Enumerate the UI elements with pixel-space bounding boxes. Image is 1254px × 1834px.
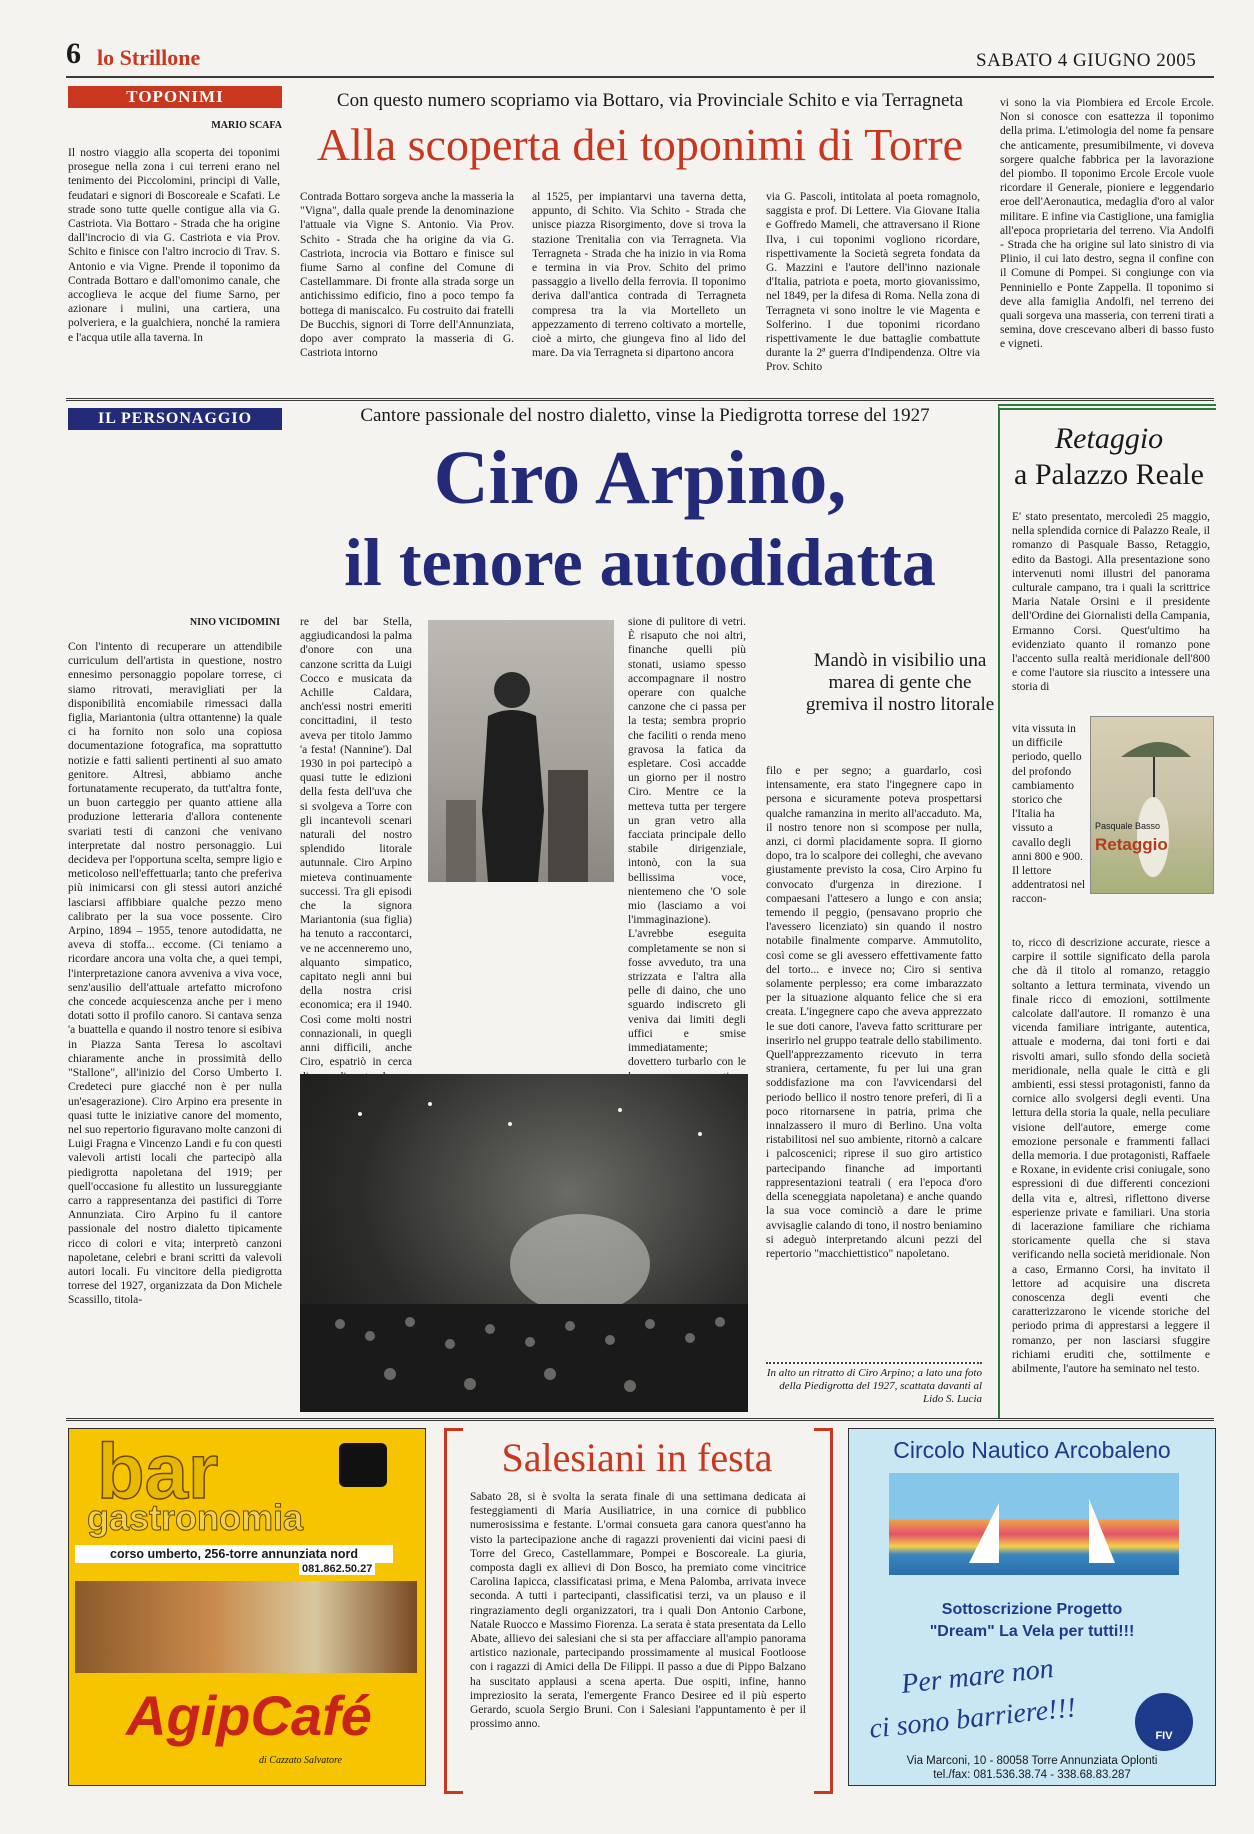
- personaggio-col2-bottom: [300, 920, 522, 1068]
- personaggio-col3-text: sione di pulitore di vetri. È risaputo che noi altri, finanche quelli più stonati, usiamo spesso accompagnare il nostro operare con qualche canzone che ci passa per la testa; sembra proprio che faciliti o renda meno gravosa la fatica da espletare. Così accadde un giorno per il nostro Ciro. Mentre ce la metteva tutta per tergere un gran vetro alla facciata principale dello stabile dirigenziale, intonò, con la sua bellissima voce, nientemeno che 'O sole mio (lasciamo a voi l'immaginazione). L'avrebbe eseguita completamente se non si fosse avveduto, tra una strizzata e l'altra alla pelle di daino, che uno sguardo indiscreto gli veniva dai limiti degli uffici e smise immediatamente; dovettero turbarlo con le: [628, 616, 746, 1069]
- ad-circolo-harbour: [889, 1473, 1179, 1575]
- portrait-figure: [428, 620, 614, 882]
- personaggio-title-2: il tenore autodidatta: [344, 524, 936, 600]
- personaggio-kicker: Cantore passionale del nostro dialetto, vinse la Piedigrotta torrese del 1927: [360, 405, 930, 426]
- ad-circolo-slogan2: ci sono barriere!!!: [867, 1692, 1078, 1745]
- personaggio-col1: Con l'intento di recuperare un attendibile curriculum dell'artista in questione, nostro ennesimo personaggio popolare torrese, ci siamo ritrovati, meravigliati per la disponibilità encomiabile rimessaci dalla figlia, Mariantonia (ultra ottantenne) la quale ci ha fornito non solo una copiosa documentazione fotografica, ma soprattutto notizie e fatti salienti pertinenti al suo amato genitore. Altresì, abbiamo anche fortunatamente recuperato, da tutt'altra fonte, un buon carteggio per quanto attiene alla produzione letteraria d'allora contenente svariati testi di canzoni che venivano interpretate dal nostro personaggio. Lui decideva per l'opportuna scelta, sempre ligio e meticoloso nell'effettuarla; tanto che preferiva più inimicarsi con gli stessi autori anziché lasciarsi affibbiare qualche pezzo meno calibrato per la sua voce possente. Ciro Arpino, 1894 – 1955, tenore autodidatta, ne aveva di stoffa... eccome. (Ci teniamo a ricordare ancora una volta che, a quei tempi, l'interpretazione canora avveniva a viva voce, senz'ausilio dell'attuale artefatto microfono che concede acquiescenza anche per i meno dotati sotto il profilo canoro. Si cantava senza 'a buattella e quando il nostro tenore si esibiva in Piazza Santa Teresa lo ascoltavi chiaramente anche in prossimità dello "Stallone", all'inizio del Corso Umberto I. Credeteci pure giacché non è per nulla un'esagerazione). Ciro Arpino era presente in quasi tutte le iniziative canore del momento, nel suo repertorio figuravano molte canzoni di Luigi Fragna e Vincenzo Landi e fu con questi valevoli artisti locali che partecipò alla piedigrotta napoletana del 1919; per quell'occasione fu allestito un lussureggiante carro a rappresentanza dei pastifici di Torre Annunziata. Ciro Arpino fu il cantore passionale del nostro dialetto tipicamente ricco di colori e vita; interpretò canzoni napoletane, celebri e brani scritti da valevoli autori locali. Fu vincitore della piedigrotta torrese del 1927, organizzata da Don Michele Scassillo, titola-: [68, 641, 282, 1307]
- salesiani-bracket-right: [814, 1428, 833, 1794]
- retaggio-title-2: a Palazzo Reale: [1014, 458, 1204, 491]
- toponimi-col4: via G. Pascoli, intitolata al poeta romagnolo, saggista e prof. Di Lettere. Via Giovane Italia e Goffredo Mameli, che attraversano il Rione Ilva, i cui toponimi vogliono ricordare, rispettivamente la Società segreta fondata da G. Mazzini e l'autore dell'inno nazionale d'Italia, patriota e poeta, morto giovanissimo, nel 1849, per la difesa di Roma. Nella zona di Terragneta vi sono inoltre le vie Magenta e Solferino. I due toponimi ricordano rispettivamente le due battaglie combattute durante la 2ª guerra d'Indipendenza. Oltre via Prov. Schito: [766, 191, 980, 374]
- page-date: SABATO 4 GIUGNO 2005: [976, 50, 1197, 71]
- toponimi-title: Alla scoperta dei toponimi di Torre: [316, 119, 964, 170]
- book-cover: [1090, 716, 1214, 894]
- ad-circolo-line1: Sottoscrizione Progetto: [941, 1601, 1123, 1618]
- salesiani-title: Salesiani in festa: [501, 1435, 773, 1480]
- bottom-divider: [66, 1418, 1214, 1421]
- retaggio-title-1: Retaggio: [1054, 422, 1164, 455]
- personaggio-col2-text: re del bar Stella, aggiudicandosi la palma d'onore con una canzone scritta da Luigi Cocco e musicata da Achille Caldara, anch'essi nostri emeriti concittadini, il testo aveva per titolo Jammo 'a festa! (Nannine'). Dal 1930 in poi partecipò a quasi tutte le edizioni della festa dell'uva che si svolgeva a Torre con gli incantevoli scenari naturali del nostro splendido litorale autunnale. Ciro Arpino mieteva continuamente successi. Tra gli episodi che la signora Mariantonia (sua figlia) ha tenuto a raccontarci, ve ne accenneremo uno, alquanto simpatico, capitato negli anni bui della nostra crisi economica; era il 1940. Così come molti nostri connazionali, in quegli anni difficili, anche Ciro, espatriò in cerca: [300, 616, 412, 1069]
- ad-bar-gastronomia: [68, 1428, 426, 1786]
- retaggio-text-left: vita vissuta in un difficile periodo, quello del profondo cambiamento storico che l'Italia ha vissuto a cavallo degli anni 800 e 900. Il lettore addentratosi nel raccon-: [1012, 723, 1086, 906]
- retaggio-text-top: E' stato presentato, mercoledì 25 maggio, nella splendida cornice di Palazzo Reale, il romanzo di Pasquale Basso, Retaggio, edito da Bastogi. Alla presentazione sono intervenuti nomi illustri del panorama culturale campano, tra i quali la scrittrice Maria Natale Orsini e il presidente dell'Ordine dei Giornalisti della Campania, Ermanno Corsi. Quest'ultimo ha evidenziato quanto il romanzo pone l'accento sulla realtà meridionale dell'800 e come l'autore sia riuscito a intessere una storia di: [1012, 511, 1210, 694]
- section-divider: [66, 398, 1214, 401]
- toponimi-col5: vi sono la via Piombiera ed Ercole Ercole. Non si conosce con esattezza il toponimo della prima. L'etimologia del nome fa pensare che anticamente, presumibilmente, vi doveva sorgere qualche fabbrica per la lavorazione del piombo. Il toponimo Ercole Ercole vuole ricordare il Generale, pioniere e leggendario eroe dell'Aeronautica, medaglia d'oro al valor militare. E infine via Castiglione, una famiglia all'epoca proprietaria del terreno. Via Andolfi - Strada che ha origine sul lato sinistro di via Plinio, il cui lato destro, segna il confine con il Comune di Pompei. Si congiunge con via Penniniello e Ponte Zappella. Il toponimo si deve alla famiglia Andolfi, nel terreno dei quali sorgeva una masseria, con terreni tirati a semina, dove crescevano alberi di basso fusto e vigneti.: [1000, 97, 1214, 351]
- ad-bar-photo: [75, 1581, 417, 1673]
- ad-bar-brand: AgipCafé: [126, 1684, 372, 1747]
- toponimi-col2: Contrada Bottaro sorgeva anche la masseria la "Vigna", dalla quale prende la denominazione l'attuale via Vigne S. Antonio. Via Prov. Schito - Strada che ha origine da via G. Castriota, incrocia via Bottaro e finisce sul fiume Sarno al confine del Comune di Castellammare. Di fronte alla strada sorge un antichissimo edificio, fino a poco tempo fa bottega di maniscalco. Fu costruito dai fratelli De Bucchis, signori di Torre dell'Annunziata, dopo aver comprato la masseria di G. Castriota intorno: [300, 191, 514, 360]
- ad-bar-address: corso umberto, 256-torre annunziata nord: [75, 1545, 393, 1563]
- ad-circolo-phone: tel./fax: 081.536.38.74 - 338.68.83.287: [933, 1769, 1131, 1781]
- header-rule: [66, 76, 1214, 78]
- author-personaggio: NINO VICIDOMINI: [189, 617, 280, 628]
- section-label-personaggio: IL PERSONAGGIO: [68, 408, 282, 430]
- toponimi-kicker: Con questo numero scopriamo via Bottaro, via Provinciale Schito e via Terragneta: [336, 90, 964, 111]
- masthead: lo Strillone: [97, 45, 201, 70]
- ad-bar-owner: di Cazzato Salvatore: [259, 1755, 342, 1766]
- ad-circolo-address: Via Marconi, 10 - 80058 Torre Annunziata Oplonti: [906, 1755, 1158, 1767]
- ad-circolo-badge: [1135, 1693, 1193, 1751]
- ad-circolo-name: Circolo Nautico Arcobaleno: [893, 1437, 1171, 1463]
- ad-circolo-line2: "Dream" La Vela per tutti!!!: [929, 1623, 1135, 1640]
- ad-bar-phone: 081.862.50.27: [299, 1563, 375, 1575]
- author-toponimi: MARIO SCAFA: [211, 120, 282, 131]
- piedigrotta-photo: [300, 1074, 748, 1412]
- ad-circolo-slogan1: Per mare non: [899, 1653, 1056, 1700]
- section-label-toponimi: TOPONIMI: [68, 86, 282, 108]
- portrait-photo: [428, 620, 614, 882]
- ad-dog-logo: [339, 1443, 387, 1487]
- toponimi-col3: al 1525, per impiantarvi una taverna detta, appunto, di Schito. Via Schito - Strada che unisce piazza Risorgimento, dove si trova la stazione Trenitalia con via Terragneta. Via Terragneta - Strada che ha inizio in via Roma e termina in via Prov. Schito del primo passaggio a livello della ferrovia. Il toponimo deriva dall'antica contrada di Terragneta compresa tra la via Mortelleto un appezzamento di terreno coltivato a mortelle, cioè a mirto, che giungeva fino al lido del mare. Da via Terragneta si dipartono ancora: [532, 191, 746, 360]
- ad-bar-gastronomia-word: gastronomia: [87, 1497, 304, 1538]
- fiv-badge-label: FIV: [1155, 1730, 1173, 1742]
- personaggio-title-1: Ciro Arpino,: [433, 436, 847, 520]
- book-author: Pasquale Basso: [1095, 821, 1161, 831]
- salesiani-text: Sabato 28, si è svolta la serata finale di una settimana dedicata ai festeggiamenti di Maria Ausiliatrice, in una cornice di pubblico numerosissima e festante. L'ormai consueta gara canora quest'anno ha visto la partecipazione anche di ragazzi provenienti dai vicini paesi di Torre del Greco, Castellammare, Pompei e Boscoreale. La giuria, composta dagli ex allievi di Don Bosco, ha premiato come vincitrice Carolina Iapicca, classificatasi prima, e Mena Palomba, arrivata invece seconda. A tutti i partecipanti, classificatisi terzi, va un plauso e il ringraziamento degli organizzatori, tra i quali Don Antonio Carbone, Natale Ruocco e Massimo Fiorenza. La serata è stata presentata da Lello Abate, allievo dei salesiani che si sta per affacciare all'ampio panorama artistico nazionale, partecipando prossimamente al musical Footloose con i ragazzi di Amici della De Filippi. Il passo a due di Pippo Balzano ha suscitato applausi a scena aperta. Due ospiti, infine, hanno impreziosito la serata, l'emergente Franco Desiree ed il più esperto Gerardo, scuola Sergio Bruni. Con i Salesiani l'appuntamento è per il prossimo anno.: [470, 1491, 806, 1731]
- book-illustration: [1091, 717, 1213, 893]
- salesiani-bracket-left: [444, 1428, 463, 1794]
- ad-sailboats: [889, 1473, 1179, 1575]
- page-number: 6: [66, 37, 81, 70]
- photo-caption: In alto un ritratto di Ciro Arpino; a lato una foto della Piedigrotta del 1927, scattata davanti al Lido S. Lucia: [766, 1362, 982, 1406]
- book-title: Retaggio: [1095, 835, 1168, 854]
- toponimi-col1: Il nostro viaggio alla scoperta dei toponimi prosegue nella zona i cui terreni erano nel tenimento dei Piccolomini, principi di Valle, feudatari e signori di Boscoreale e Scafati. Le strade sono tutte quelle contigue alla via G. Castriota. Via Bottaro - Strada che ha origine dall'incrocio di via G. Castriota e via Prov. Schito e finisce con l'altro incrocio di Trav. S. Antonio e via Vigne. Prende il toponimo da Contrada Bottaro e dall'omonimo canale, che accoglieva le acque del fiume Sarno, per azionare i mulini, una cartiera, una polveriera, e la gualchiera, nonché la ramiera e l'acqua utile alla taverna. In: [68, 147, 280, 344]
- personaggio-col3-top: [628, 615, 746, 1069]
- retaggio-text-bottom: to, ricco di descrizione accurate, riesce a carpire il sottile significato della parola che dà il titolo al romanzo, retaggio soltanto a lettura terminata, vivendo un finale ricco di emozioni, sottilmente calcolate dall'autore. Il romanzo è una vicenda familiare intrigante, autentica, attuale e moderna, dai toni forti e dai risvolti amari, sullo sfondo della società meridionale, nella quale le città e gli ambienti, essi stessi protagonisti, fanno da cornice allo svolgersi degli eventi. Una lettura della storia la quale, nella peculiare visione dell'autore, emerge come emozione personale e frammenti fallaci della memoria. I due protagonisti, Raffaele e Roxane, in evidente crisi coniugale, sono espressioni di due differenti concezioni della vita e, altresì, riflettono diverse esperienze private e familiari. Una storia di lacerazione familiare che richiama storicamente quella che si stava verificando nella società meridionale. Non a caso, Ermanno Corsi, ha invitato il lettore ad acquisire una discreta conoscenza degli eventi che caratterizzarono le vicende storiche del periodo prima di apprestarsi a leggere il romanzo, per non lasciarsi sfuggire richiami eruditi che, sottilmente e abilmente, l'autore ha seminato nel testo.: [1012, 937, 1210, 1376]
- ad-circolo-nautico: [848, 1428, 1216, 1786]
- ad-bar-word: bar: [97, 1427, 219, 1515]
- personaggio-col4: filo e per segno; a guardarlo, così intensamente, era stato l'ingegnere capo in persona e sicuramente poteva prospettarsi qualche ramanzina in merito all'accaduto. Ma, il nostro tenore non si scompose per nulla, anzi, ci dormì placidamente sopra. Il giorno dopo, tra lo scalpore dei colleghi, che avevano giustamente previsto la cosa, Ciro Arpino fu convocato d'urgenza in direzione. I compaesani l'attesero a lungo e con ansia; temendo il peggio, (pensavano proprio che l'avessero licenziato) sin quando il nostro notabile finalmente comparve. Ammutolito, così come se gli avessero effettivamente fatto del torto... e invece no; Ciro si sentiva solamente perplesso; era come imbarazzato per la situazione alquanto felice che si era creata. L'ingegnere capo che aveva apprezzato le sue doti canore, l'aveva fatto scritturare per inserirlo nel gruppo teatrale dello stabilimento. Quell'apprezzamento ricevuto in terra straniera, certamente, fu per lui una gran soddisfazione ma con l'avvicendarsi del periodo bellico il nostro tenore preferì, di lì a poco ritornarsene in patria, prima che innalzassero il muro di Berlino. Una volta ristabilitosi nel suo ambiente, ritornò a calcare i palcoscenici; riprese il suo giro artistico partecipando finanche ad importanti rappresentazioni teatrali ( era l'epoca d'oro della sceneggiata napoletana) e anche quando la sua voce cominciò a dare le prime avvisaglie calando di tono, il nostro beniamino si adeguò interpretando alcuni pezzi del repertorio "macchiettistico" napoletano.: [766, 765, 982, 1260]
- piedigrotta-scene: [300, 1074, 748, 1412]
- pull-quote: Mandò in visibilio una marea di gente che gremiva il nostro litorale: [805, 650, 995, 715]
